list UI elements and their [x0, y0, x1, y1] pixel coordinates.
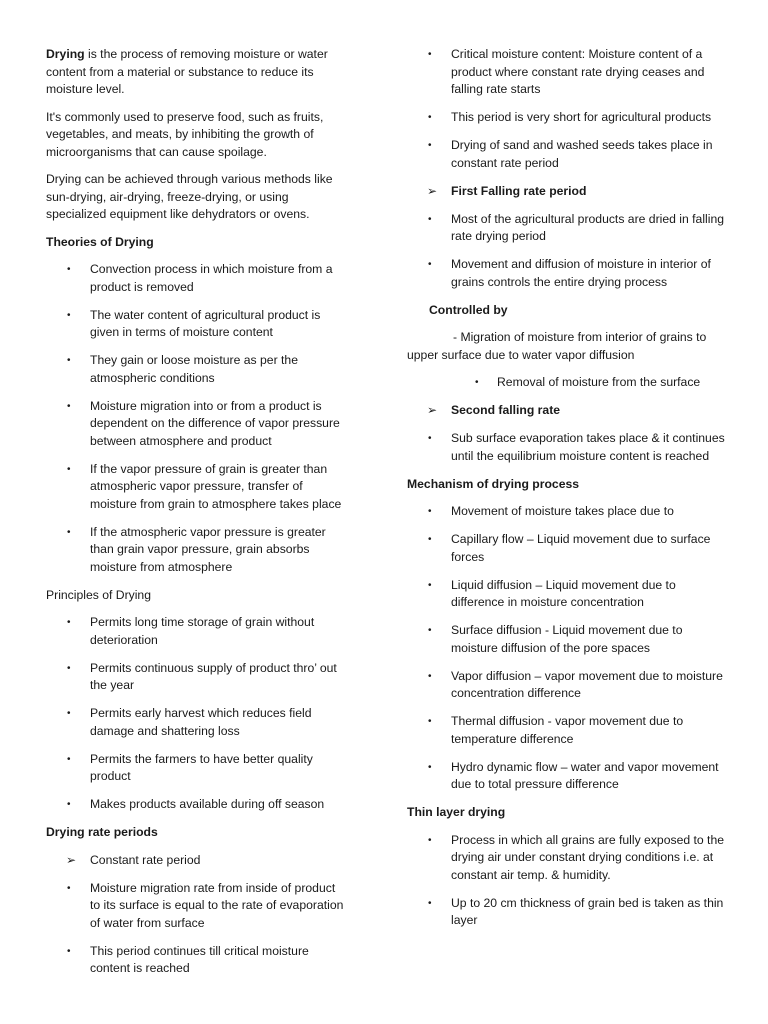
- list-item: • Permits the farmers to have better quality product: [67, 751, 313, 783]
- list-item: • Critical moisture content: Moisture content of a product where constant rate drying ceases and falling rate starts: [428, 47, 705, 96]
- list-item: • If the atmospheric vapor pressure is greater than grain vapor pressure, grain absorbs moisture from atmosphere: [67, 524, 326, 574]
- list-item: • Most of the agricultural products are dried in falling rate drying period: [428, 211, 725, 243]
- bullet-icon: •: [428, 897, 432, 909]
- paragraph-preservation: It's commonly used to preserve food, such as fruits, vegetables, and meats, by inhibiting the growth of microorganisms that can cause spoilage.: [46, 109, 324, 159]
- bullet-icon: •: [67, 945, 71, 957]
- list-item-first-falling: ➢ First Falling rate period: [407, 183, 727, 201]
- bullet-icon: •: [428, 579, 432, 591]
- list-item: • This period continues till critical moisture content is reached: [67, 943, 309, 975]
- list-item-second-falling: ➢ Second falling rate: [407, 402, 727, 420]
- list-item: • Liquid diffusion – Liquid movement due to difference in moisture concentration: [428, 577, 676, 609]
- bullet-icon: •: [428, 761, 432, 773]
- arrow-bullet-icon: ➢: [427, 183, 438, 198]
- controlled-by-heading: Controlled by: [429, 302, 508, 317]
- thin-layer-list: [407, 832, 727, 930]
- list-item: • Convection process in which moisture from a product is removed: [67, 262, 333, 294]
- paragraph-methods: Drying can be achieved through various methods like sun-drying, air-drying, freeze-drying, or using specialized equipment like dehydrators or ovens.: [46, 172, 333, 221]
- bullet-icon: •: [67, 526, 71, 538]
- bullet-icon: •: [67, 400, 71, 412]
- list-item: • Movement of moisture takes place due to: [407, 503, 727, 521]
- list-item: • Capillary flow – Liquid movement due to surface forces: [428, 532, 711, 564]
- list-item: • Makes products available during off season: [46, 796, 346, 814]
- mechanism-list: [407, 503, 727, 794]
- left-column: [46, 46, 346, 988]
- principles-list: [46, 614, 346, 814]
- principles-heading: Principles of Drying: [46, 587, 151, 602]
- intro-rest: is the process of removing moisture or water content from a material or substance to reduce its moisture level.: [46, 47, 328, 96]
- falling-list: [407, 374, 727, 465]
- theories-heading: Theories of Drying: [46, 234, 154, 249]
- list-item: • Vapor diffusion – vapor movement due to moisture concentration difference: [428, 668, 723, 700]
- theories-list: [46, 261, 346, 576]
- bullet-icon: •: [428, 534, 432, 545]
- bullet-icon: •: [428, 213, 432, 225]
- bullet-icon: •: [428, 625, 432, 636]
- list-item: • This period is very short for agricultural products: [407, 109, 727, 127]
- list-item: • Movement and diffusion of moisture in interior of grains controls the entire drying process: [428, 257, 711, 289]
- arrow-bullet-icon: ➢: [427, 403, 438, 417]
- list-item: • Hydro dynamic flow – water and vapor movement due to total pressure difference: [428, 759, 719, 791]
- list-item: • Surface diffusion - Liquid movement due to moisture diffusion of the pore spaces: [428, 623, 683, 655]
- list-item: • Drying of sand and washed seeds takes place in constant rate period: [428, 138, 713, 170]
- list-item: • Moisture migration into or from a product is dependent on the difference of vapor pressure between atmosphere and product: [67, 398, 340, 448]
- list-item-constant-rate: ➢ Constant rate period: [46, 852, 346, 870]
- critical-list: [407, 46, 727, 291]
- list-item: • Thermal diffusion - vapor movement due to temperature difference: [428, 714, 684, 746]
- bullet-icon: •: [67, 309, 71, 321]
- thin-layer-heading: Thin layer drying: [407, 805, 506, 819]
- list-item: • The water content of agricultural product is given in terms of moisture content: [67, 307, 321, 339]
- bullet-icon: •: [67, 264, 71, 275]
- list-item: • Up to 20 cm thickness of grain bed is taken as thin layer: [428, 895, 724, 927]
- list-item: • Sub surface evaporation takes place & it continues until the equilibrium moisture content is reached: [428, 431, 725, 463]
- arrow-bullet-icon: ➢: [66, 852, 77, 867]
- list-item: • Moisture migration rate from inside of product to its surface is equal to the rate of evaporation of water from surface: [67, 880, 344, 930]
- intro-term: Drying: [46, 47, 85, 61]
- list-item: • Permits early harvest which reduces field damage and shattering loss: [67, 706, 312, 738]
- constant-rate-list: [46, 852, 346, 978]
- bullet-icon: •: [67, 708, 71, 719]
- bullet-icon: •: [67, 753, 71, 765]
- bullet-icon: •: [428, 716, 432, 727]
- list-item: • They gain or loose moisture as per the atmospheric conditions: [67, 353, 298, 385]
- list-item: • Removal of moisture from the surface: [407, 374, 727, 392]
- list-item: • If the vapor pressure of grain is greater than atmospheric vapor pressure, transfer of moisture from grain to atmosphere takes place: [67, 461, 342, 511]
- bullet-icon: •: [428, 670, 432, 682]
- intro-paragraph: [46, 46, 346, 99]
- bullet-icon: •: [67, 882, 71, 894]
- list-item: • Permits long time storage of grain without deterioration: [67, 615, 315, 647]
- bullet-icon: •: [67, 355, 71, 366]
- bullet-icon: •: [428, 834, 432, 846]
- bullet-icon: •: [428, 112, 432, 123]
- mechanism-heading: Mechanism of drying process: [407, 476, 580, 491]
- list-item: • Permits continuous supply of product thro’ out the year: [67, 660, 337, 692]
- controlled-by-text: - Migration of moisture from interior of grains to upper surface due to water vapor diffusion: [407, 330, 707, 362]
- rate-periods-heading: Drying rate periods: [46, 825, 158, 839]
- bullet-icon: •: [67, 463, 71, 475]
- right-column: [407, 46, 727, 940]
- bullet-icon: •: [67, 662, 71, 674]
- bullet-icon: •: [428, 259, 432, 270]
- list-item: • Process in which all grains are fully exposed to the drying air under constant drying conditions i.e. at constant air temp. & humidity.: [428, 832, 725, 882]
- bullet-icon: •: [428, 140, 432, 151]
- bullet-icon: •: [428, 433, 432, 444]
- bullet-icon: •: [428, 506, 432, 517]
- bullet-icon: •: [67, 617, 71, 628]
- bullet-icon: •: [67, 799, 71, 810]
- bullet-icon: •: [428, 49, 432, 60]
- bullet-icon: •: [475, 377, 479, 388]
